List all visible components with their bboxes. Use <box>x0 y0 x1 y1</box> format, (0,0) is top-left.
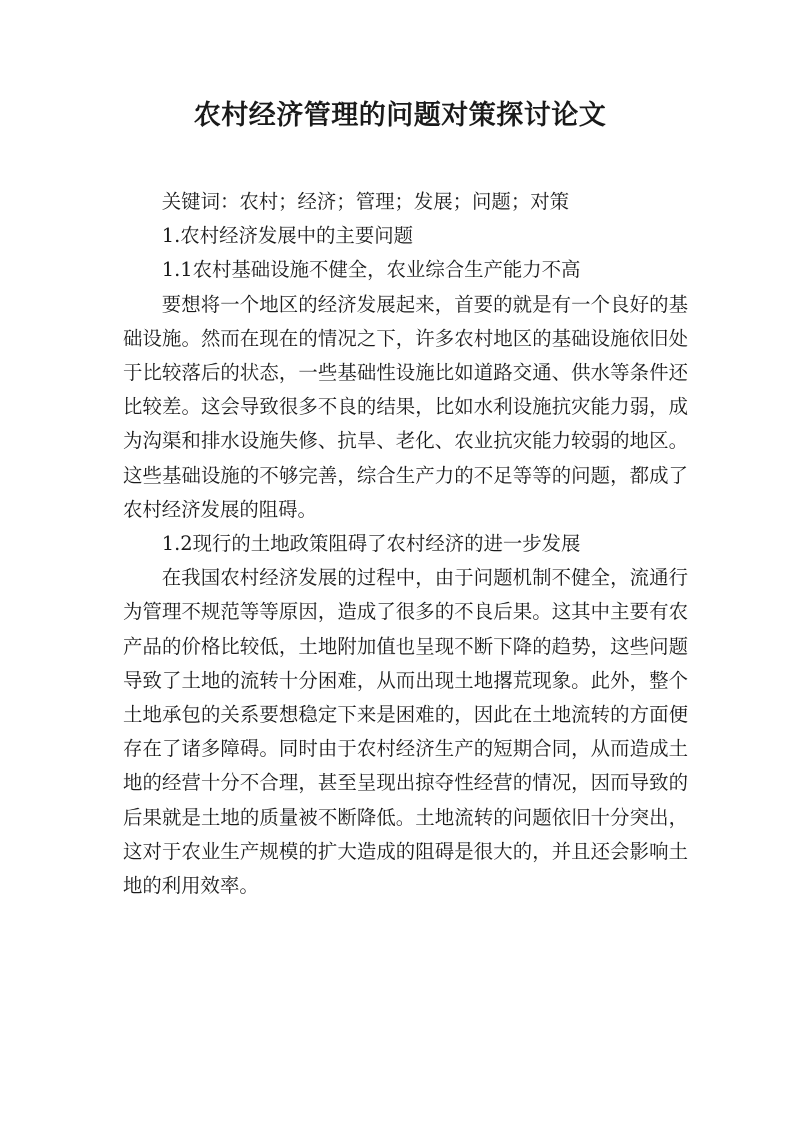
section-heading-1-2: 1.2现行的土地政策阻碍了农村经济的进一步发展 <box>161 532 581 556</box>
document-body <box>123 185 688 903</box>
section-heading-1: 1.农村经济发展中的主要问题 <box>161 224 413 248</box>
keywords-line: 关键词：农村；经济；管理；发展；问题；对策 <box>161 190 569 213</box>
paragraph-1-1: 要想将一个地区的经济发展起来，首要的就是有一个良好的基础设施。然而在现在的情况之下，许多农村地区的基础设施依旧处于比较落后的状态，一些基础性设施比如道路交通、供水等条件还比较差。这会导致很多不良的结果，比如水利设施抗灾能力弱，成为沟渠和排水设施失修、抗旱、老化、农业抗灾能力较弱的地区。这些基础设施的不够完善，综合生产力的不足等等的问题，都成了农村经济发展的阻碍。 <box>123 292 688 521</box>
section-heading-1-1: 1.1农村基础设施不健全，农业综合生产能力不高 <box>161 258 581 282</box>
paragraph-1-2: 在我国农村经济发展的过程中，由于问题机制不健全，流通行为管理不规范等等原因，造成了很多的不良后果。这其中主要有农产品的价格比较低，土地附加值也呈现不断下降的趋势，这些问题导致了土地的流转十分困难，从而出现土地撂荒现象。此外，整个土地承包的关系要想稳定下来是困难的，因此在土地流转的方面便存在了诸多障碍。同时由于农村经济生产的短期合同，从而造成土地的经营十分不合理，甚至呈现出掠夺性经营的情况，因而导致的后果就是土地的质量被不断降低。土地流转的问题依旧十分突出，这对于农业生产规模的扩大造成的阻碍是很大的，并且还会影响土地的利用效率。 <box>123 566 688 898</box>
document-title: 农村经济管理的问题对策探讨论文 <box>193 100 607 131</box>
